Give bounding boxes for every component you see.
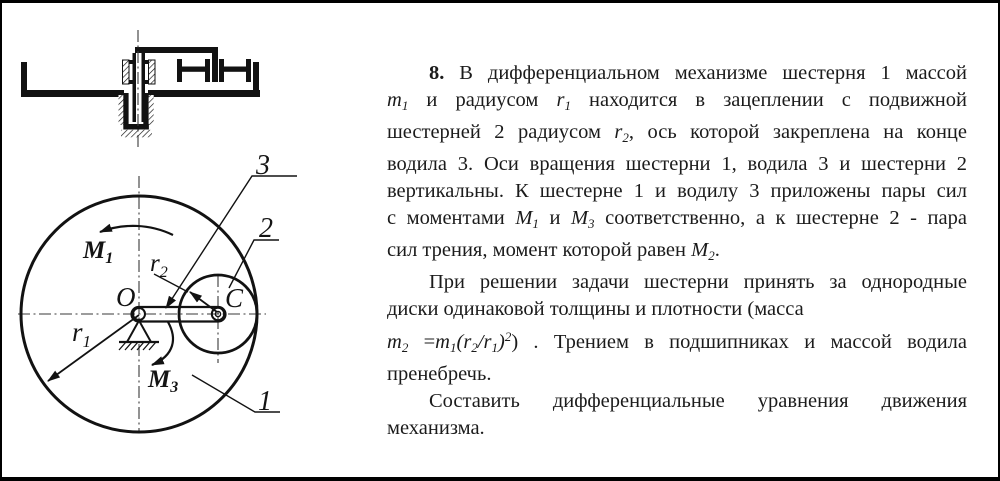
gear1-right-rim bbox=[253, 62, 259, 97]
left-bearing bbox=[123, 60, 134, 84]
text-segment: и bbox=[538, 207, 571, 229]
label-part2: 2 bbox=[259, 213, 273, 244]
text-segment: диски одинаковой толщины и плотности (масса bbox=[387, 298, 804, 320]
text-segment: 2 bbox=[471, 340, 478, 355]
text-segment: В дифференциальном механизме шестерня 1 массой bbox=[444, 62, 967, 84]
text-segment: m bbox=[435, 331, 450, 353]
text-segment: m bbox=[387, 331, 402, 353]
label-m3: $M_3$ bbox=[148, 366, 179, 396]
label-part1: 1 bbox=[258, 386, 272, 417]
text-segment: r bbox=[556, 89, 565, 111]
label-center-c: C bbox=[225, 283, 244, 313]
gear1-plate-left bbox=[21, 90, 124, 97]
label-r2: $r_2$ bbox=[150, 250, 168, 281]
moment1-arrow bbox=[100, 226, 173, 235]
text-segment: 1 bbox=[401, 98, 409, 113]
problem-text bbox=[387, 60, 967, 442]
text-segment: 2 bbox=[504, 329, 512, 344]
text-line bbox=[387, 415, 967, 442]
text-segment: 1 bbox=[564, 98, 571, 113]
label-r1: $r_1$ bbox=[72, 317, 92, 351]
gear2-section-symbol-right bbox=[219, 59, 251, 82]
text-segment: , ось которой закреплена на конце bbox=[628, 121, 967, 143]
text-segment: . bbox=[714, 239, 720, 261]
text-segment: M bbox=[691, 239, 709, 261]
text-segment: M bbox=[515, 207, 533, 229]
text-segment: ) . Трением в подшипниках и массой водила bbox=[511, 331, 968, 353]
text-segment: 2 bbox=[622, 130, 629, 145]
label-part3: 3 bbox=[256, 150, 270, 181]
radius1-arrow bbox=[48, 315, 139, 381]
mechanism-diagram bbox=[2, 0, 382, 481]
text-line bbox=[387, 205, 967, 237]
label-m1: $M_1$ bbox=[83, 237, 114, 267]
text-segment: и радиусом bbox=[408, 89, 557, 111]
text-segment: r bbox=[463, 331, 472, 353]
text-line bbox=[387, 151, 967, 178]
gear-mechanism-top-view bbox=[18, 176, 297, 432]
step-bearing-cup bbox=[119, 93, 154, 137]
text-segment: 3 bbox=[588, 216, 595, 231]
text-segment: Составить дифференциальные уравнения движения bbox=[429, 390, 967, 412]
text-segment: вертикальны. К шестерне 1 и водилу 3 приложены пары сил bbox=[387, 180, 967, 202]
text-line bbox=[387, 119, 967, 151]
text-line bbox=[387, 296, 967, 323]
text-segment: 1 bbox=[449, 340, 457, 355]
text-segment: = bbox=[408, 331, 436, 353]
text-segment: пренебречь. bbox=[387, 363, 492, 385]
ground-hatch bbox=[121, 130, 152, 138]
carrier-top-bar bbox=[135, 47, 218, 53]
text-segment: сил трения, момент которой равен bbox=[387, 239, 692, 261]
text-segment: r bbox=[614, 121, 623, 143]
text-line bbox=[387, 388, 967, 415]
mechanism-side-schematic bbox=[21, 30, 260, 150]
text-segment: 8. bbox=[429, 62, 445, 84]
text-line bbox=[387, 237, 967, 269]
text-segment: m bbox=[387, 89, 402, 111]
text-segment: ) bbox=[497, 331, 505, 353]
ground-hatching bbox=[119, 342, 156, 350]
text-segment: M bbox=[570, 207, 589, 229]
text-line bbox=[387, 178, 967, 205]
text-segment: / bbox=[477, 331, 484, 353]
text-segment: соответственно, а к шестерне 2 - пара bbox=[594, 207, 967, 229]
carrier-descender bbox=[212, 47, 218, 82]
text-segment: с моментами bbox=[387, 207, 516, 229]
gear2-section-symbol-left bbox=[177, 59, 210, 82]
text-segment: механизма. bbox=[387, 417, 485, 439]
text-segment: водила 3. Оси вращения шестерни 1, водила 3 и шестерни 2 bbox=[387, 153, 967, 175]
text-segment: 1 bbox=[491, 340, 498, 355]
text-line bbox=[387, 60, 967, 87]
text-segment: 1 bbox=[532, 216, 539, 231]
text-segment: При решении задачи шестерни принять за однородные bbox=[429, 271, 967, 293]
text-segment: 2 bbox=[708, 248, 715, 263]
text-segment: шестерней 2 радиусом bbox=[387, 121, 615, 143]
gear1-plate-right bbox=[148, 90, 260, 97]
text-segment: 2 bbox=[401, 340, 409, 355]
text-line bbox=[387, 87, 967, 119]
text-segment: находится в зацеплении с подвижной bbox=[570, 89, 967, 111]
right-bearing bbox=[144, 60, 156, 84]
text-segment: ( bbox=[456, 331, 464, 353]
label-center-o: O bbox=[116, 282, 136, 312]
text-segment: r bbox=[483, 331, 492, 353]
text-line bbox=[387, 361, 967, 388]
text-line bbox=[387, 323, 967, 361]
text-line bbox=[387, 269, 967, 296]
